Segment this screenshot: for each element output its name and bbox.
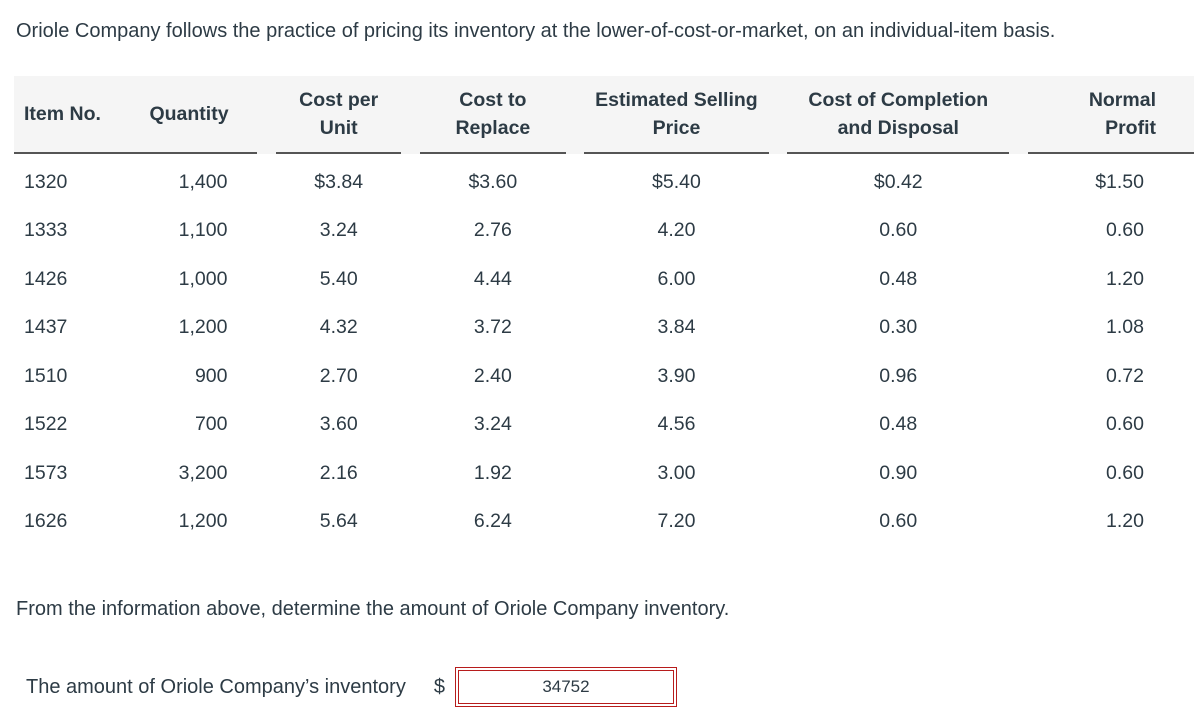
answer-input-frame bbox=[455, 667, 677, 707]
cell-cost-of-completion: 0.90 bbox=[879, 461, 918, 484]
cell-gap bbox=[566, 498, 585, 547]
cell-quantity: 1,100 bbox=[178, 219, 228, 242]
cell-gap bbox=[769, 154, 788, 207]
header-item-no: Item No. bbox=[14, 76, 121, 154]
cell-gap bbox=[769, 449, 788, 498]
table-row bbox=[14, 207, 1194, 256]
cell-gap bbox=[257, 154, 276, 207]
cell-normal-profit: $1.50 bbox=[1095, 170, 1144, 193]
cell-cost-of-completion: 0.60 bbox=[879, 510, 918, 533]
cell-gap bbox=[1009, 449, 1028, 498]
table-row bbox=[14, 255, 1194, 304]
cell-gap bbox=[1009, 352, 1028, 401]
table-row bbox=[14, 154, 1194, 207]
answer-row bbox=[26, 668, 677, 706]
header-gap bbox=[257, 76, 276, 154]
cell-gap bbox=[1009, 154, 1028, 207]
header-cost-to-replace: Cost to Replace bbox=[420, 76, 566, 154]
cell-normal-profit: 1.08 bbox=[1106, 316, 1144, 339]
inventory-amount-input[interactable] bbox=[458, 670, 674, 704]
cell-quantity: 3,200 bbox=[178, 461, 228, 484]
cell-gap bbox=[401, 498, 420, 547]
cell-cost-per-unit: 3.60 bbox=[319, 413, 358, 436]
cell-cost-of-completion: $0.42 bbox=[873, 170, 923, 193]
cell-gap bbox=[769, 255, 788, 304]
cell-estimated-selling-price: 7.20 bbox=[657, 510, 696, 533]
cell-gap bbox=[566, 207, 585, 256]
cell-cost-to-replace: $3.60 bbox=[468, 170, 518, 193]
cell-cost-per-unit: 2.16 bbox=[319, 461, 358, 484]
cell-cost-per-unit: $3.84 bbox=[314, 170, 364, 193]
cell-cost-to-replace: 4.44 bbox=[473, 267, 512, 290]
cell-item-no: 1437 bbox=[24, 316, 68, 339]
table-header-row bbox=[14, 76, 1194, 154]
cell-item-no: 1320 bbox=[24, 170, 68, 193]
currency-symbol: $ bbox=[433, 675, 445, 698]
cell-gap bbox=[257, 304, 276, 353]
cell-gap bbox=[401, 352, 420, 401]
cell-cost-per-unit: 5.64 bbox=[319, 510, 358, 533]
table-row bbox=[14, 449, 1194, 498]
cell-gap bbox=[257, 207, 276, 256]
cell-cost-per-unit: 5.40 bbox=[319, 267, 358, 290]
cell-estimated-selling-price: 3.84 bbox=[657, 316, 696, 339]
cell-gap bbox=[566, 449, 585, 498]
cell-quantity: 700 bbox=[194, 413, 228, 436]
cell-normal-profit: 0.72 bbox=[1106, 364, 1144, 387]
cell-gap bbox=[566, 154, 585, 207]
cell-cost-of-completion: 0.60 bbox=[879, 219, 918, 242]
cell-cost-per-unit: 3.24 bbox=[319, 219, 358, 242]
header-gap bbox=[1009, 76, 1028, 154]
cell-gap bbox=[257, 255, 276, 304]
cell-item-no: 1333 bbox=[24, 219, 68, 242]
cell-gap bbox=[401, 401, 420, 450]
cell-cost-to-replace: 1.92 bbox=[473, 461, 512, 484]
cell-gap bbox=[401, 207, 420, 256]
table-row bbox=[14, 401, 1194, 450]
cell-estimated-selling-price: 6.00 bbox=[657, 267, 696, 290]
cell-gap bbox=[1009, 207, 1028, 256]
cell-estimated-selling-price: 4.56 bbox=[657, 413, 696, 436]
cell-estimated-selling-price: $5.40 bbox=[652, 170, 701, 193]
cell-normal-profit: 1.20 bbox=[1106, 510, 1144, 533]
cell-gap bbox=[769, 498, 788, 547]
cell-cost-to-replace: 3.24 bbox=[473, 413, 512, 436]
answer-label: The amount of Oriole Company’s inventory bbox=[26, 675, 406, 698]
cell-quantity: 1,200 bbox=[178, 316, 228, 339]
cell-cost-of-completion: 0.96 bbox=[879, 364, 918, 387]
header-cost-of-completion: Cost of Completion and Disposal bbox=[787, 76, 1009, 154]
cell-normal-profit: 1.20 bbox=[1106, 267, 1144, 290]
cell-gap bbox=[257, 498, 276, 547]
cell-cost-per-unit: 2.70 bbox=[319, 364, 358, 387]
cell-gap bbox=[257, 449, 276, 498]
table-row bbox=[14, 498, 1194, 547]
cell-estimated-selling-price: 3.00 bbox=[657, 461, 696, 484]
question-text: From the information above, determine the amount of Oriole Company inventory. bbox=[16, 598, 730, 620]
header-cost-per-unit: Cost per Unit bbox=[276, 76, 401, 154]
cell-estimated-selling-price: 3.90 bbox=[657, 364, 696, 387]
cell-gap bbox=[769, 352, 788, 401]
cell-gap bbox=[769, 401, 788, 450]
cell-item-no: 1522 bbox=[24, 413, 68, 436]
cell-gap bbox=[769, 207, 788, 256]
cell-gap bbox=[769, 304, 788, 353]
cell-gap bbox=[401, 255, 420, 304]
header-gap bbox=[769, 76, 788, 154]
cell-gap bbox=[566, 401, 585, 450]
cell-normal-profit: 0.60 bbox=[1106, 219, 1144, 242]
header-quantity: Quantity bbox=[121, 76, 258, 154]
cell-estimated-selling-price: 4.20 bbox=[657, 219, 696, 242]
cell-gap bbox=[401, 154, 420, 207]
cell-normal-profit: 0.60 bbox=[1106, 413, 1144, 436]
cell-cost-of-completion: 0.48 bbox=[879, 267, 918, 290]
cell-cost-to-replace: 2.76 bbox=[473, 219, 512, 242]
cell-gap bbox=[1009, 498, 1028, 547]
header-normal-profit: Normal Profit bbox=[1028, 76, 1194, 154]
header-estimated-selling-price: Estimated Selling Price bbox=[584, 76, 768, 154]
cell-cost-per-unit: 4.32 bbox=[319, 316, 358, 339]
cell-normal-profit: 0.60 bbox=[1106, 461, 1144, 484]
cell-item-no: 1510 bbox=[24, 364, 68, 387]
cell-quantity: 1,200 bbox=[178, 510, 228, 533]
cell-quantity: 1,400 bbox=[178, 170, 228, 193]
problem-intro: Oriole Company follows the practice of pricing its inventory at the lower-of-cost-or-market, on an individual-item basis. bbox=[16, 20, 1056, 42]
cell-gap bbox=[1009, 255, 1028, 304]
cell-quantity: 1,000 bbox=[178, 267, 228, 290]
cell-gap bbox=[257, 352, 276, 401]
cell-item-no: 1573 bbox=[24, 461, 68, 484]
cell-cost-to-replace: 6.24 bbox=[473, 510, 512, 533]
cell-gap bbox=[566, 352, 585, 401]
table-row bbox=[14, 352, 1194, 401]
cell-cost-to-replace: 2.40 bbox=[473, 364, 512, 387]
cell-quantity: 900 bbox=[194, 364, 228, 387]
cell-item-no: 1626 bbox=[24, 510, 68, 533]
cell-gap bbox=[1009, 401, 1028, 450]
header-gap bbox=[566, 76, 585, 154]
cell-gap bbox=[1009, 304, 1028, 353]
table-row bbox=[14, 304, 1194, 353]
cell-cost-of-completion: 0.30 bbox=[879, 316, 918, 339]
cell-gap bbox=[257, 401, 276, 450]
inventory-table bbox=[14, 76, 1194, 546]
cell-gap bbox=[401, 304, 420, 353]
cell-gap bbox=[566, 255, 585, 304]
cell-gap bbox=[566, 304, 585, 353]
header-gap bbox=[401, 76, 420, 154]
cell-item-no: 1426 bbox=[24, 267, 68, 290]
cell-cost-to-replace: 3.72 bbox=[473, 316, 512, 339]
cell-cost-of-completion: 0.48 bbox=[879, 413, 918, 436]
cell-gap bbox=[401, 449, 420, 498]
